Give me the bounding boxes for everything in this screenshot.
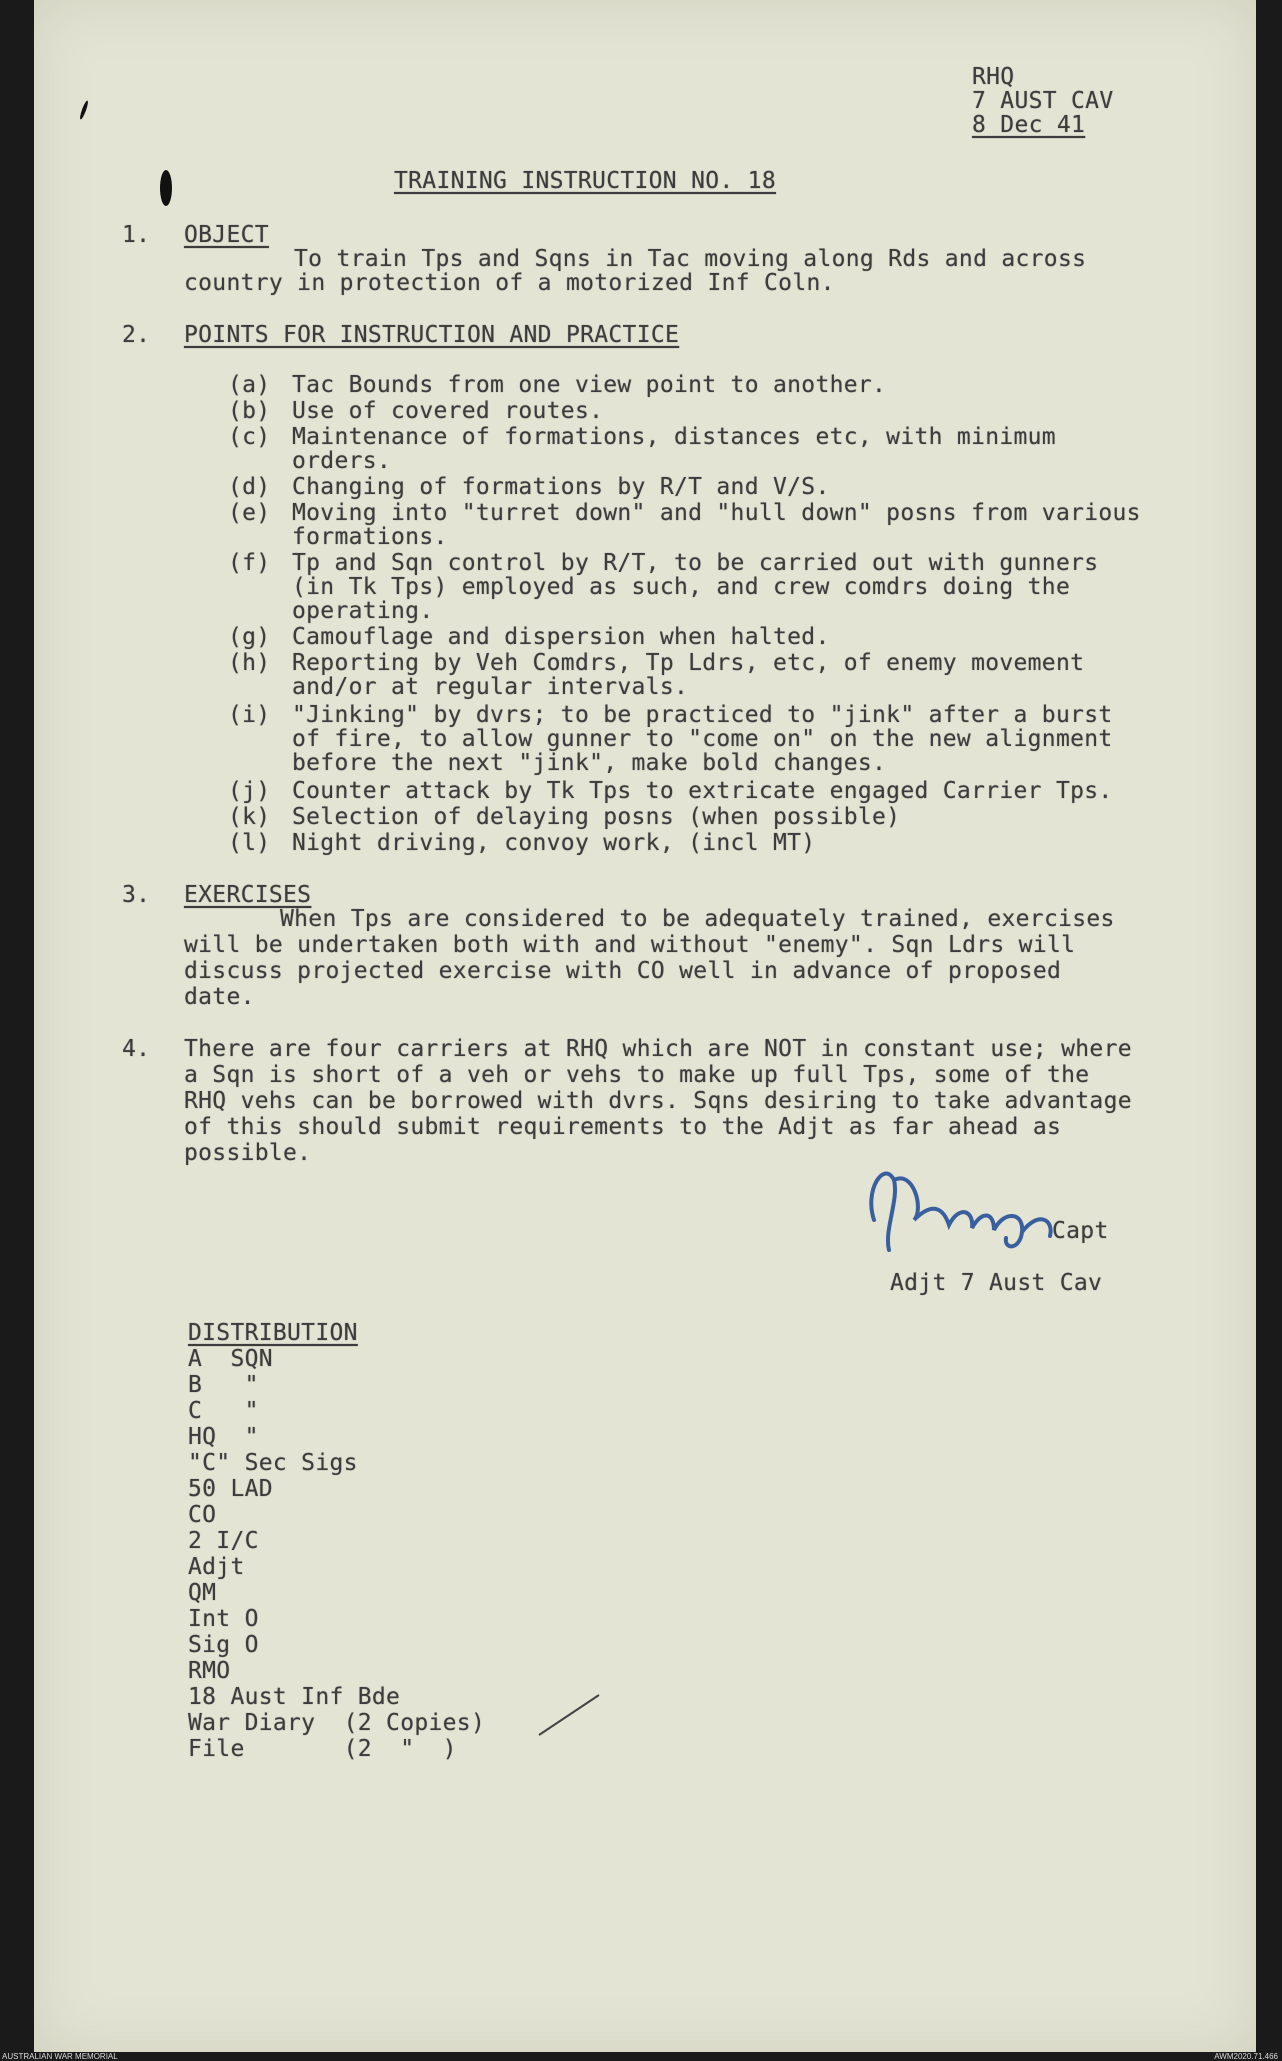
item-text: Night driving, convoy work, (incl MT) — [292, 830, 816, 856]
item-text: Tac Bounds from one view point to another. — [292, 372, 887, 398]
footer-right-label: AWM2020.71.466 — [1214, 2052, 1278, 2061]
item-text: (in Tk Tps) employed as such, and crew comdrs doing the — [292, 574, 1071, 600]
item-text: Reporting by Veh Comdrs, Tp Ldrs, etc, of enemy movement — [292, 650, 1085, 676]
item-label: (a) — [228, 372, 271, 398]
section3-line: discuss projected exercise with CO well in advance of proposed — [184, 958, 1062, 984]
section1-heading: OBJECT — [184, 222, 269, 248]
item-text: Counter attack by Tk Tps to extricate engaged Carrier Tps. — [292, 778, 1113, 804]
section4-line: of this should submit requirements to the Adjt as far ahead as — [184, 1114, 1062, 1140]
distribution-entry: Adjt — [188, 1554, 245, 1580]
section3-line: date. — [184, 984, 255, 1010]
distribution-entry: War Diary (2 Copies) — [188, 1710, 486, 1736]
item-label: (g) — [228, 624, 271, 650]
item-text: Maintenance of formations, distances etc, with minimum — [292, 424, 1056, 450]
item-text: and/or at regular intervals. — [292, 674, 689, 700]
signature-rank: Capt — [1052, 1218, 1109, 1244]
item-label: (b) — [228, 398, 271, 424]
item-text: Use of covered routes. — [292, 398, 604, 424]
section3-number: 3. — [122, 882, 151, 908]
item-text: Camouflage and dispersion when halted. — [292, 624, 830, 650]
distribution-entry: File (2 " ) — [188, 1736, 457, 1762]
header-unit-line1: RHQ — [972, 64, 1015, 90]
signature-appointment: Adjt 7 Aust Cav — [890, 1270, 1103, 1296]
document-page — [34, 0, 1256, 2052]
item-text: Changing of formations by R/T and V/S. — [292, 474, 830, 500]
item-text: formations. — [292, 524, 448, 550]
section4-line: a Sqn is short of a veh or vehs to make up full Tps, some of the — [184, 1062, 1090, 1088]
distribution-entry: A SQN — [188, 1346, 273, 1372]
item-text: Moving into "turret down" and "hull down" posns from various — [292, 500, 1141, 526]
item-text: orders. — [292, 448, 392, 474]
item-text: "Jinking" by dvrs; to be practiced to "jink" after a burst — [292, 702, 1113, 728]
header-date: 8 Dec 41 — [972, 112, 1086, 138]
punch-hole-mark — [160, 170, 172, 206]
distribution-entry: 2 I/C — [188, 1528, 259, 1554]
item-text: before the next "jink", make bold changes. — [292, 750, 887, 776]
pen-tick-mark — [534, 1690, 604, 1740]
distribution-entry: "C" Sec Sigs — [188, 1450, 358, 1476]
item-text: Tp and Sqn control by R/T, to be carried out with gunners — [292, 550, 1099, 576]
ink-mark — [79, 100, 90, 120]
item-label: (h) — [228, 650, 271, 676]
item-text: operating. — [292, 598, 434, 624]
item-label: (l) — [228, 830, 271, 856]
item-label: (d) — [228, 474, 271, 500]
section2-number: 2. — [122, 322, 151, 348]
item-text: Selection of delaying posns (when possible) — [292, 804, 901, 830]
section1-line: To train Tps and Sqns in Tac moving along Rds and across — [294, 246, 1087, 272]
section4-line: RHQ vehs can be borrowed with dvrs. Sqns desiring to take advantage — [184, 1088, 1132, 1114]
section4-line: possible. — [184, 1140, 312, 1166]
distribution-entry: HQ " — [188, 1424, 259, 1450]
distribution-entry: CO — [188, 1502, 217, 1528]
distribution-entry: C " — [188, 1398, 259, 1424]
distribution-heading: DISTRIBUTION — [188, 1320, 358, 1346]
section4-line: There are four carriers at RHQ which are NOT in constant use; where — [184, 1036, 1132, 1062]
item-text: of fire, to allow gunner to "come on" on the new alignment — [292, 726, 1113, 752]
item-label: (e) — [228, 500, 271, 526]
distribution-entry: Sig O — [188, 1632, 259, 1658]
item-label: (c) — [228, 424, 271, 450]
distribution-entry: RMO — [188, 1658, 231, 1684]
item-label: (f) — [228, 550, 271, 576]
section2-heading: POINTS FOR INSTRUCTION AND PRACTICE — [184, 322, 680, 348]
distribution-entry: 50 LAD — [188, 1476, 273, 1502]
document-title: TRAINING INSTRUCTION NO. 18 — [394, 168, 776, 194]
distribution-entry: QM — [188, 1580, 217, 1606]
distribution-entry: B " — [188, 1372, 259, 1398]
item-label: (i) — [228, 702, 271, 728]
section3-heading: EXERCISES — [184, 882, 312, 908]
section1-number: 1. — [122, 222, 151, 248]
section3-line: will be undertaken both with and without "enemy". Sqn Ldrs will — [184, 932, 1076, 958]
section1-line: country in protection of a motorized Inf Coln. — [184, 270, 835, 296]
handwritten-signature — [854, 1150, 1084, 1260]
item-label: (k) — [228, 804, 271, 830]
footer-left-label: AUSTRALIAN WAR MEMORIAL — [2, 2052, 118, 2061]
header-unit-line2: 7 AUST CAV — [972, 88, 1114, 114]
section4-number: 4. — [122, 1036, 151, 1062]
distribution-entry: Int O — [188, 1606, 259, 1632]
distribution-entry: 18 Aust Inf Bde — [188, 1684, 401, 1710]
item-label: (j) — [228, 778, 271, 804]
section3-line: When Tps are considered to be adequately trained, exercises — [280, 906, 1115, 932]
